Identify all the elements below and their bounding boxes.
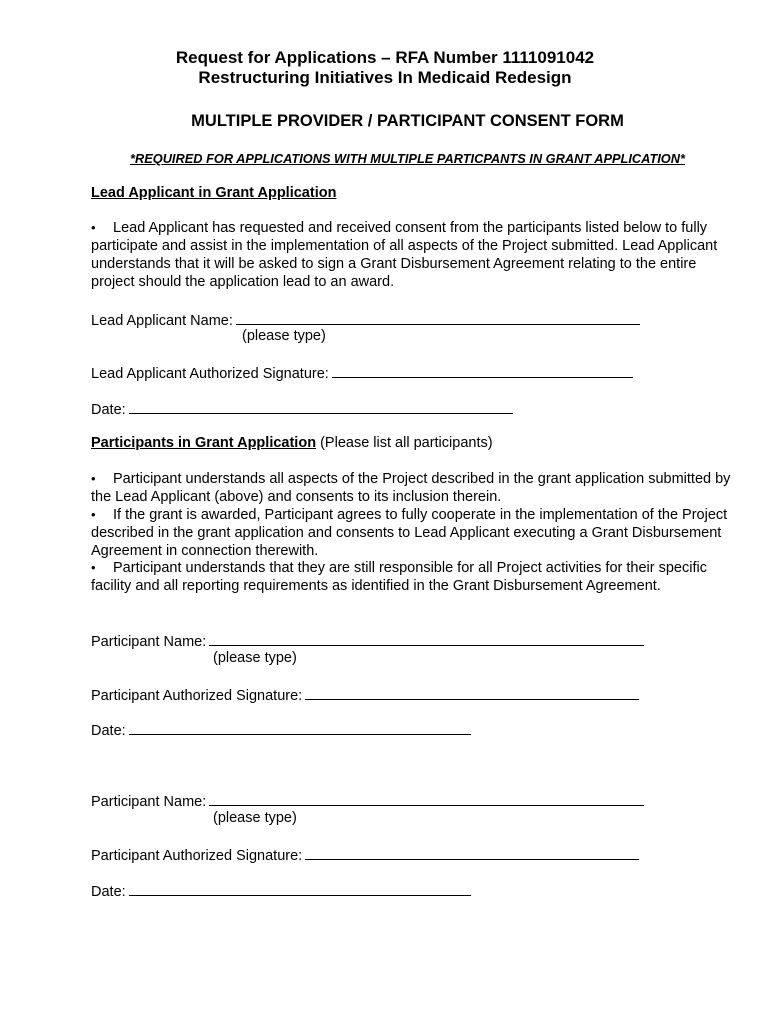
page-title: Request for Applications – RFA Number 1111091042 <box>175 48 595 67</box>
participants-heading-note: (Please list all participants) <box>320 435 493 451</box>
participant-statement-3 <box>91 559 731 595</box>
participant-1-name-note: (please type) <box>213 650 297 666</box>
participant-statement-text: Participant understands all aspects of the Project described in the grant application submitted by the Lead Applicant (above) and consents to its inclusion therein. <box>91 471 731 505</box>
participant-2-name-row <box>91 791 644 811</box>
participant-2-signature-field[interactable] <box>305 845 639 860</box>
lead-signature-row <box>91 363 633 383</box>
participant-1-date-row <box>91 720 471 740</box>
bullet-icon: • <box>91 471 96 486</box>
participant-2-date-field[interactable] <box>129 881 471 896</box>
lead-signature-field[interactable] <box>332 363 633 378</box>
participant-1-name-field[interactable] <box>209 631 644 646</box>
participant-1-signature-row <box>91 685 639 705</box>
participant-statement-1 <box>91 470 731 506</box>
participant-2-date-row <box>91 881 471 901</box>
participant-statement-2 <box>91 506 731 560</box>
lead-name-note: (please type) <box>242 328 326 344</box>
participant-1-signature-field[interactable] <box>305 685 639 700</box>
form-title: MULTIPLE PROVIDER / PARTICIPANT CONSENT FORM <box>191 112 624 130</box>
participant-statement-text: If the grant is awarded, Participant agrees to fully cooperate in the implementation of the Project described in the grant application and consents to Lead Applicant executing a Grant Disbursement Agreement in connection therewith. <box>91 507 728 559</box>
participant-signature-label: Participant Authorized Signature: <box>91 848 303 864</box>
participants-heading-row <box>91 434 493 452</box>
lead-applicant-heading: Lead Applicant in Grant Application <box>91 185 337 201</box>
participant-2-signature-row <box>91 845 639 865</box>
bullet-icon: • <box>91 220 96 235</box>
required-note: *REQUIRED FOR APPLICATIONS WITH MULTIPLE PARTICPANTS IN GRANT APPLICATION* <box>129 151 685 166</box>
lead-applicant-statement <box>91 219 731 291</box>
participant-1-date-field[interactable] <box>129 720 471 735</box>
lead-signature-label: Lead Applicant Authorized Signature: <box>91 366 329 382</box>
participant-name-label: Participant Name: <box>91 794 207 810</box>
bullet-icon: • <box>91 507 96 522</box>
lead-date-field[interactable] <box>129 399 513 414</box>
participant-name-label: Participant Name: <box>91 634 207 650</box>
participant-date-label: Date: <box>91 723 126 739</box>
lead-name-field[interactable] <box>236 310 640 325</box>
bullet-icon: • <box>91 560 96 575</box>
page-subtitle: Restructuring Initiatives In Medicaid Redesign <box>198 68 572 87</box>
participant-date-label: Date: <box>91 884 126 900</box>
lead-date-row <box>91 399 513 419</box>
lead-name-row <box>91 310 640 330</box>
lead-statement-text: Lead Applicant has requested and received consent from the participants listed below to fully participate and assist in the implementation of all aspects of the Project submitted. Lead Applicant understands that it will be asked to sign a Grant Disbursement Agreement relating to the entire project should the application lead to an award. <box>91 220 718 290</box>
participant-1-name-row <box>91 631 644 651</box>
participant-2-name-note: (please type) <box>213 810 297 826</box>
participant-statement-text: Participant understands that they are still responsible for all Project activities for their specific facility and all reporting requirements as identified in the Grant Disbursement Agreement. <box>91 560 707 594</box>
lead-date-label: Date: <box>91 402 126 418</box>
participant-signature-label: Participant Authorized Signature: <box>91 688 303 704</box>
participants-heading: Participants in Grant Application <box>91 435 317 451</box>
lead-name-label: Lead Applicant Name: <box>91 313 233 329</box>
participant-2-name-field[interactable] <box>209 791 644 806</box>
